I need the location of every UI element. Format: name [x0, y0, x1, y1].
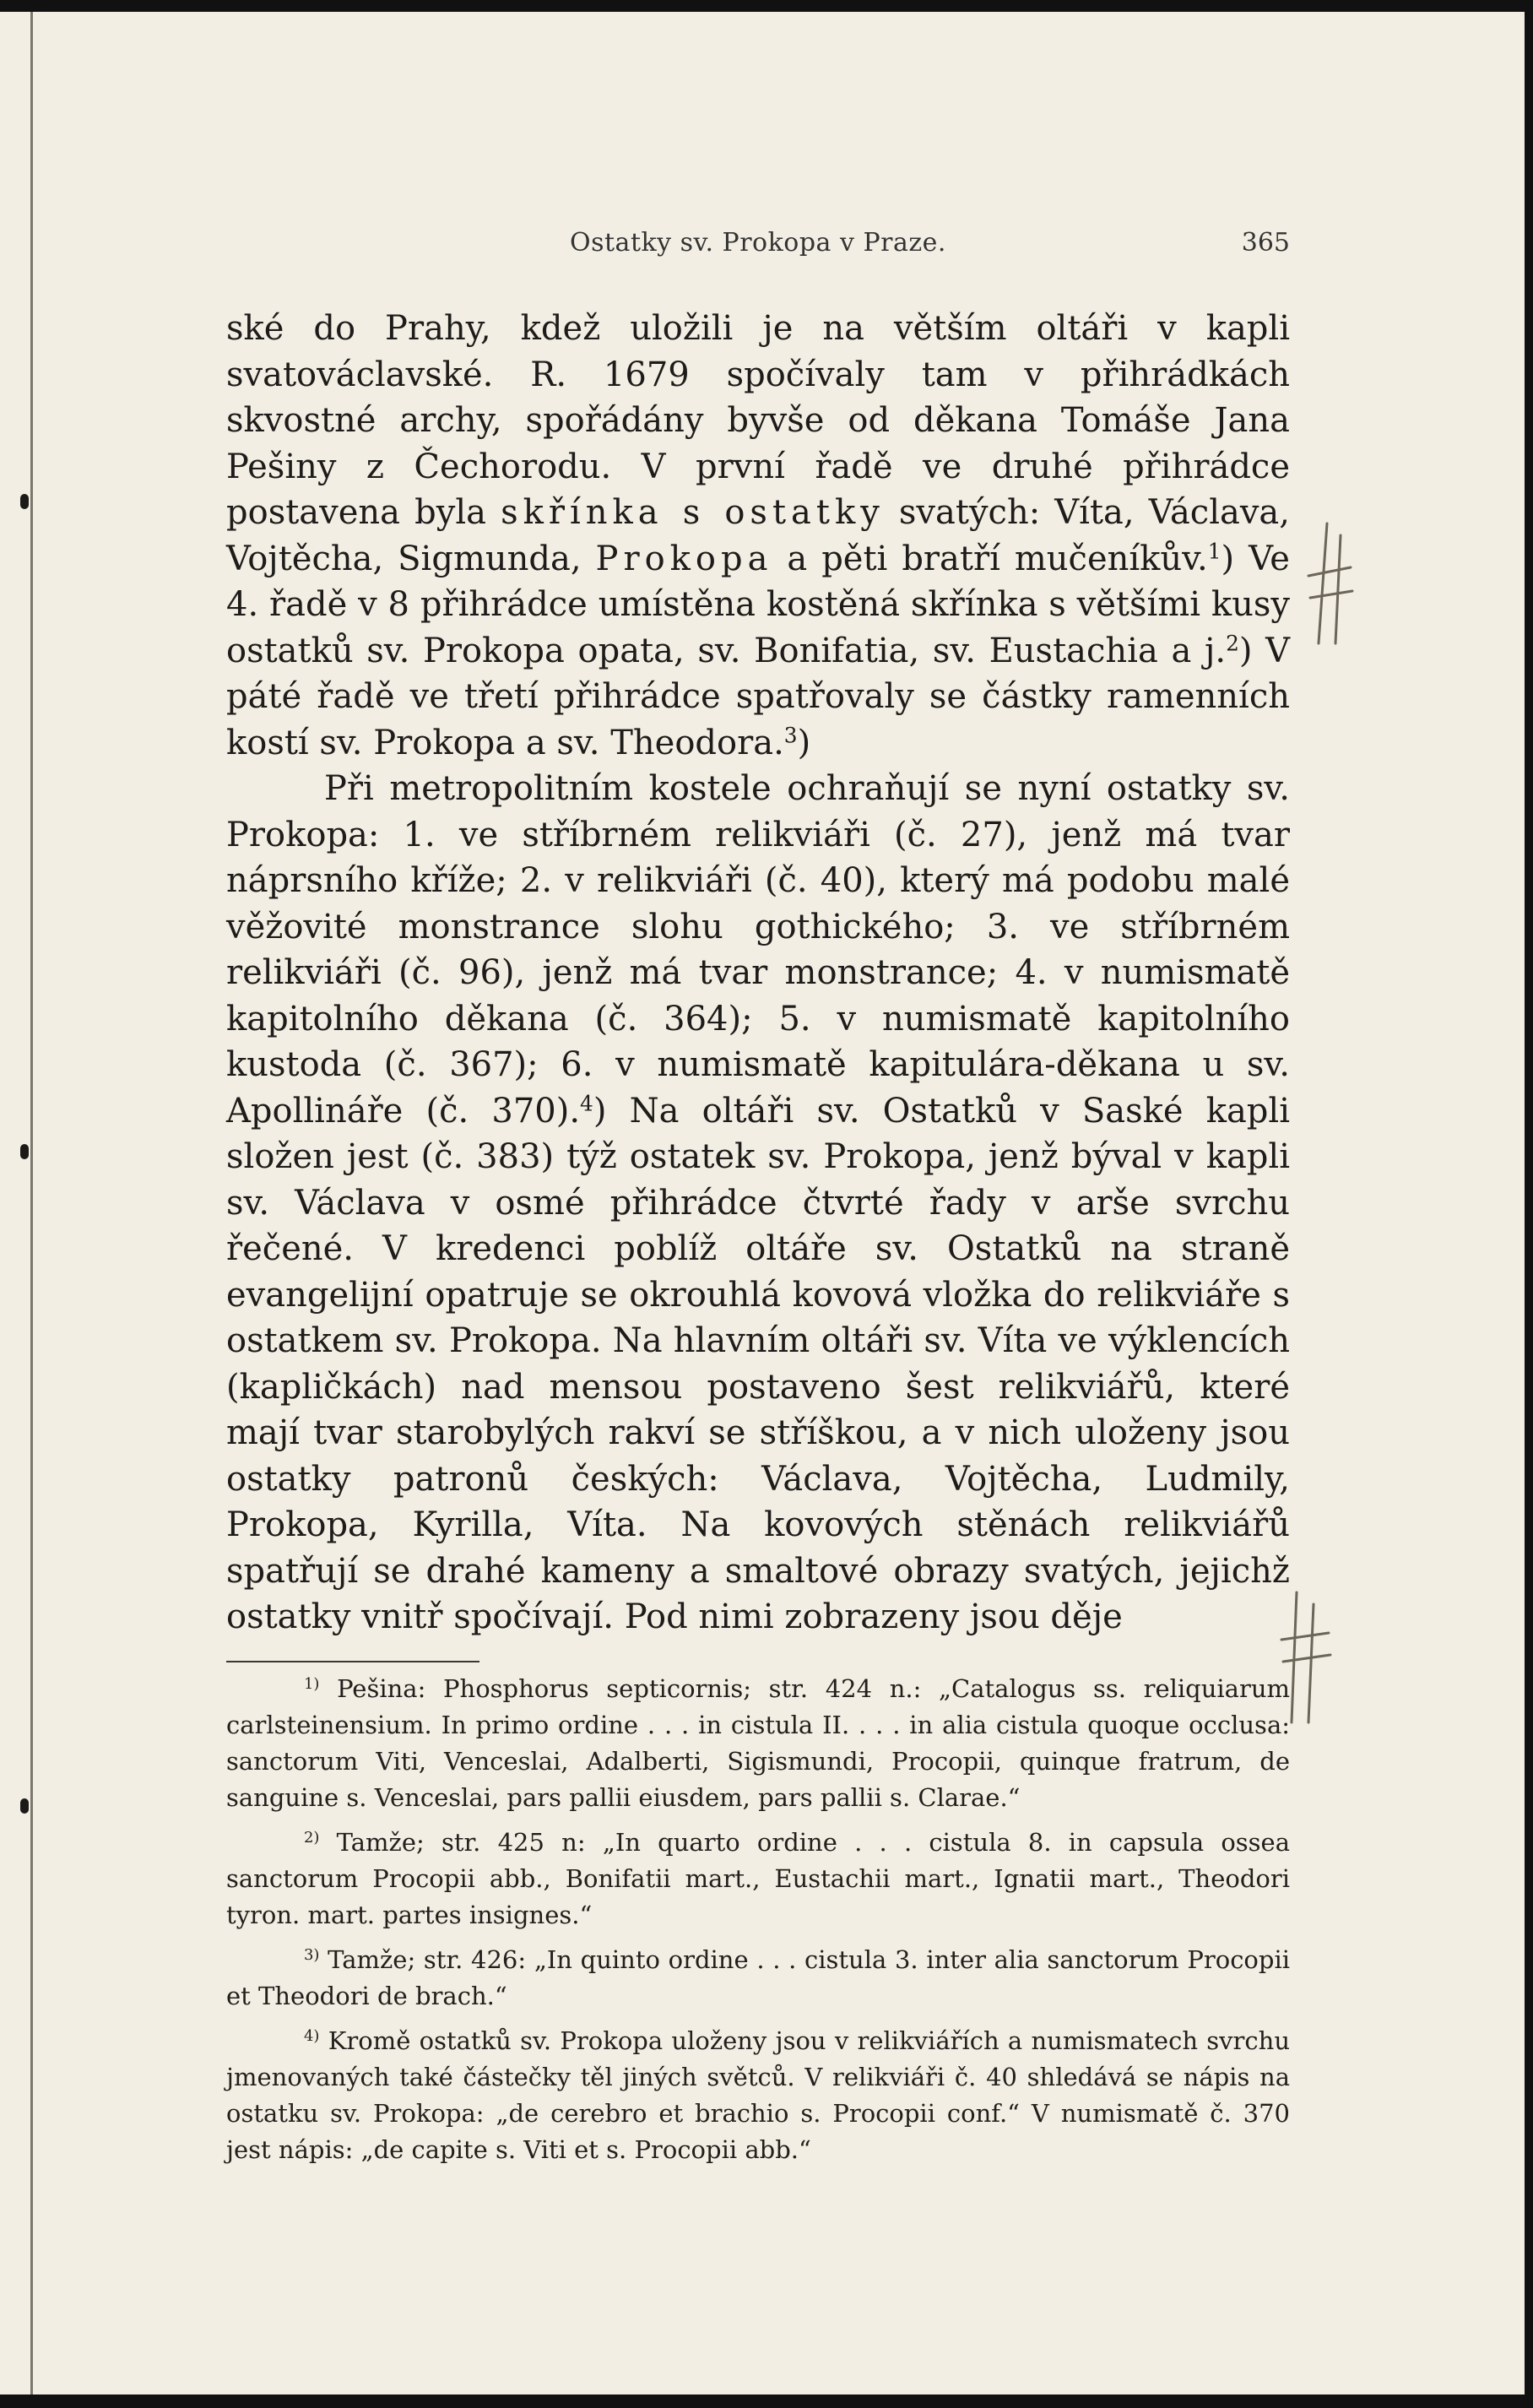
footnote-marker: 2) — [304, 1828, 320, 1847]
scan-border-top — [0, 0, 1533, 12]
book-page — [226, 228, 1290, 2177]
emphasized-text: skřínka s ostatky — [501, 493, 885, 532]
margin-pencil-mark — [1298, 517, 1357, 652]
text-run: Na oltáři sv. Ostatků v Saské kapli složen jest (č. 383) týž ostatek sv. Prokopa, jenž býval v kapli sv. Václava v osmé přihrádce čtvrté řady v arše svrchu řečené. V kredenci poblíž oltáře sv. Ostatků na straně evangelijní opatruje se okrouhlá kovová vložka do relikviáře s ostatkem sv. Prokopa. Na hlavním oltáři sv. Víta ve výklencích (kapličkách) nad mensou postaveno šest relikviářů, které mají tvar starobylých rakví se stříškou, a v nich uloženy jsou ostatky patronů českých: Václava, Vojtěcha, Ludmily, Prokopa, Kyrilla, Víta. Na kovových stěnách relikviářů spatřují se drahé kameny a smaltové obrazy svatých, jejichž ostatky vnitř spočívají. Pod nimi zobrazeny jsou děje — [226, 1091, 1290, 1636]
scan-border-bottom — [0, 2394, 1533, 2408]
footnotes — [226, 1671, 1290, 2168]
text-run: Ve 4. řadě v 8 přihrádce umístěna kostěná skřínka s většími kusy ostatků sv. Prokopa opata, sv. Bonifatia, sv. Eustachia a j. — [226, 539, 1290, 670]
body-text — [226, 306, 1290, 1641]
footnote-text: Pešina: Phosphorus septicornis; str. 424 n.: „Catalogus ss. reliquiarum carlsteinensium. In primo ordine . . . in cistula II. . . . in alia cistula quoque occlusa: sanctorum Viti, Venceslai, Adalberti, Sigismundi, Procopii, quinque fratrum, de sanguine s. Venceslai, pars pallii eiusdem, pars pallii s. Clarae.“ — [226, 1673, 1290, 1812]
text-run: svatých: Víta, Václava, Vojtěcha, Sigmunda, — [226, 493, 1290, 578]
footnote — [226, 1825, 1290, 1933]
binding-gutter-line — [30, 12, 33, 2394]
emphasized-text: Prokopa — [595, 539, 773, 578]
footnote-rule — [226, 1661, 479, 1662]
binding-dot — [20, 1144, 29, 1159]
footnote-text: Tamže; str. 426: „In quinto ordine . . . cistula 3. inter alia sanctorum Procopii et Theodori de brach.“ — [226, 1944, 1291, 2010]
footnote-marker: 1) — [304, 1674, 320, 1693]
footnote — [226, 1942, 1290, 2015]
footnote-ref: 1 — [1207, 538, 1222, 563]
footnote-marker: 4) — [304, 2026, 320, 2045]
footnote — [226, 2023, 1290, 2168]
scan-border-right — [1525, 0, 1533, 2408]
text-run: ské do Prahy, kdež uložili je na větším oltáři v kapli svatováclavské. R. 1679 spočívaly tam v přihrádkách skvostné archy, spořádány byvše od děkana Tomáše Jana Pešiny z Čechorodu. V první řadě ve druhé přihrádce postavena byla — [226, 309, 1290, 532]
footnote-ref: 3 — [783, 722, 798, 747]
page-number: 365 — [1241, 228, 1290, 258]
footnote-ref: 2 — [1226, 630, 1239, 655]
binding-dot — [20, 1798, 29, 1814]
running-head — [226, 228, 1290, 270]
footnote-text: Kromě ostatků sv. Prokopa uloženy jsou v relikviářích a numismatech svrchu jmenovaných také částečky těl jiných světců. V relikviáři č. 40 shledává se nápis na ostatku sv. Prokopa: „de cerebro et brachio s. Procopii conf.“ V numismatě č. 370 jest nápis: „de capite s. Viti et s. Procopii abb.“ — [226, 2026, 1291, 2164]
paragraph: ské do Prahy, kdež uložili je na větším oltáři v kapli svatováclavské. R. 1679 spočívaly tam v přihrádkách skvostné archy, spořádány byvše od děkana Tomáše Jana Pešiny z Čechorodu. V první řadě ve druhé přihrádce postavena byla skřínka s ostatky svatých: Víta, Václava, Vojtěcha, Sigmunda, Prokopa a pěti bratří mučeníkův.$^1$) Ve 4. řadě v 8 přihrádce umístěna kostěná skřínka s většími kusy ostatků sv. Prokopa opata, sv. Bonifatia, sv. Eustachia a j.$^2$) V páté řadě ve třetí přihrádce spatřovaly se částky ramenních kostí sv. Prokopa a sv. Theodora.$^3$) — [226, 309, 1290, 762]
binding-dot — [20, 494, 29, 509]
footnote-text: Tamže; str. 425 n: „In quarto ordine . . . cistula 8. in capsula ossea sanctorum Procopii abb., Bonifatii mart., Eustachii mart., Ignatii mart., Theodori tyron. mart. partes insignes.“ — [226, 1827, 1291, 1929]
footnote-marker: 3) — [304, 1945, 320, 1964]
text-run: V páté řadě ve třetí přihrádce spatřovaly se částky ramenních kostí sv. Prokopa a sv. Theodora. — [226, 631, 1290, 762]
paragraph: Při metropolitním kostele ochraňují se nyní ostatky sv. Prokopa: 1. ve stříbrném relikviáři (č. 27), jenž má tvar náprsního kříže; 2. v relikviáři (č. 40), který má podobu malé věžovité monstrance slohu gothického; 3. ve stříbrném relikviáři (č. 96), jenž má tvar monstrance; 4. v numismatě kapitolního děkana (č. 364); 5. v numismatě kapitolního kustoda (č. 367); 6. v numismatě kapitulára-děkana u sv. Apollináře (č. 370).$^4$) Na oltáři sv. Ostatků v Saské kapli složen jest (č. 383) týž ostatek sv. Prokopa, jenž býval v kapli sv. Václava v osmé přihrádce čtvrté řady v arše svrchu řečené. V kredenci poblíž oltáře sv. Ostatků na straně evangelijní opatruje se okrouhlá kovová vložka do relikviáře s ostatkem sv. Prokopa. Na hlavním oltáři sv. Víta ve výklencích (kapličkách) nad mensou postaveno šest relikviářů, které mají tvar starobylých rakví se stříškou, a v nich uloženy jsou ostatky patronů českých: Václava, Vojtěcha, Ludmily, Prokopa, Kyrilla, Víta. Na kovových stěnách relikviářů spatřují se drahé kameny a smaltové obrazy svatých, jejichž ostatky vnitř spočívají. Pod nimi zobrazeny jsou děje — [226, 769, 1290, 1636]
text-run: a pěti bratří mučeníkův. — [787, 539, 1208, 578]
text-run: Při metropolitním kostele ochraňují se nyní ostatky sv. Prokopa: 1. ve stříbrném relikviáři (č. 27), jenž má tvar náprsního kříže; 2. v relikviáři (č. 40), který má podobu malé věžovité monstrance slohu gothického; 3. ve stříbrném relikviáři (č. 96), jenž má tvar monstrance; 4. v numismatě kapitolního děkana (č. 364); 5. v numismatě kapitolního kustoda (č. 367); 6. v numismatě kapitulára-děkana u sv. Apollináře (č. 370). — [226, 769, 1290, 1131]
footnote — [226, 1671, 1290, 1816]
running-title: Ostatky sv. Prokopa v Praze. — [570, 228, 946, 258]
footnote-ref: 4 — [580, 1090, 593, 1115]
